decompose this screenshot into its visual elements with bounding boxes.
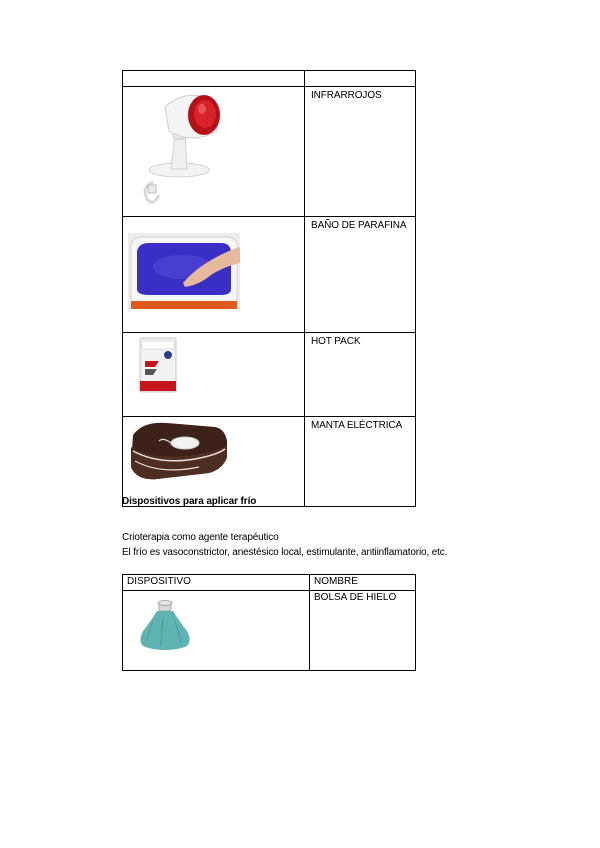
table-row (123, 333, 416, 417)
cold-devices-table (122, 574, 416, 671)
header-cell-dispositivo (123, 575, 310, 591)
header-cell-nombre (310, 575, 416, 591)
image-cell (123, 333, 305, 417)
device-name-hot-pack: HOT PACK (311, 336, 361, 347)
table-row (123, 591, 416, 671)
paragraph-line: Crioterapia como agente terapéutico (122, 532, 279, 543)
header-cell-empty (305, 71, 416, 87)
table-row (123, 417, 416, 507)
heat-devices-table (122, 70, 416, 507)
name-cell (305, 333, 416, 417)
electric-blanket-image (123, 417, 304, 501)
header-label: DISPOSITIVO (127, 576, 191, 587)
name-cell (305, 417, 416, 507)
name-cell (305, 87, 416, 217)
name-cell (310, 591, 416, 671)
device-name-bolsa-hielo: BOLSA DE HIELO (314, 592, 397, 603)
device-name-manta: MANTA ELÉCTRICA (311, 420, 403, 431)
table-row (123, 87, 416, 217)
table-header-row (123, 71, 416, 87)
table-header-row (123, 575, 416, 591)
image-cell (123, 217, 305, 333)
ice-bag-image (123, 591, 309, 665)
table-row (123, 217, 416, 333)
image-cell (123, 417, 305, 507)
image-cell (123, 591, 310, 671)
name-cell (305, 217, 416, 333)
device-name-infrarrojos: INFRARROJOS (311, 90, 382, 101)
hot-pack-image (123, 333, 304, 411)
header-label: NOMBRE (314, 576, 358, 587)
section-title: Dispositivos para aplicar frío (122, 496, 257, 507)
paragraph-line: El frío es vasoconstrictor, anestésico local, estimulante, antiinflamatorio, etc. (122, 547, 448, 558)
paraffin-bath-image (123, 217, 304, 327)
header-cell-empty (123, 71, 305, 87)
infrared-lamp-image (123, 87, 304, 211)
device-name-parafina: BAÑO DE PARAFINA (311, 220, 407, 231)
image-cell (123, 87, 305, 217)
